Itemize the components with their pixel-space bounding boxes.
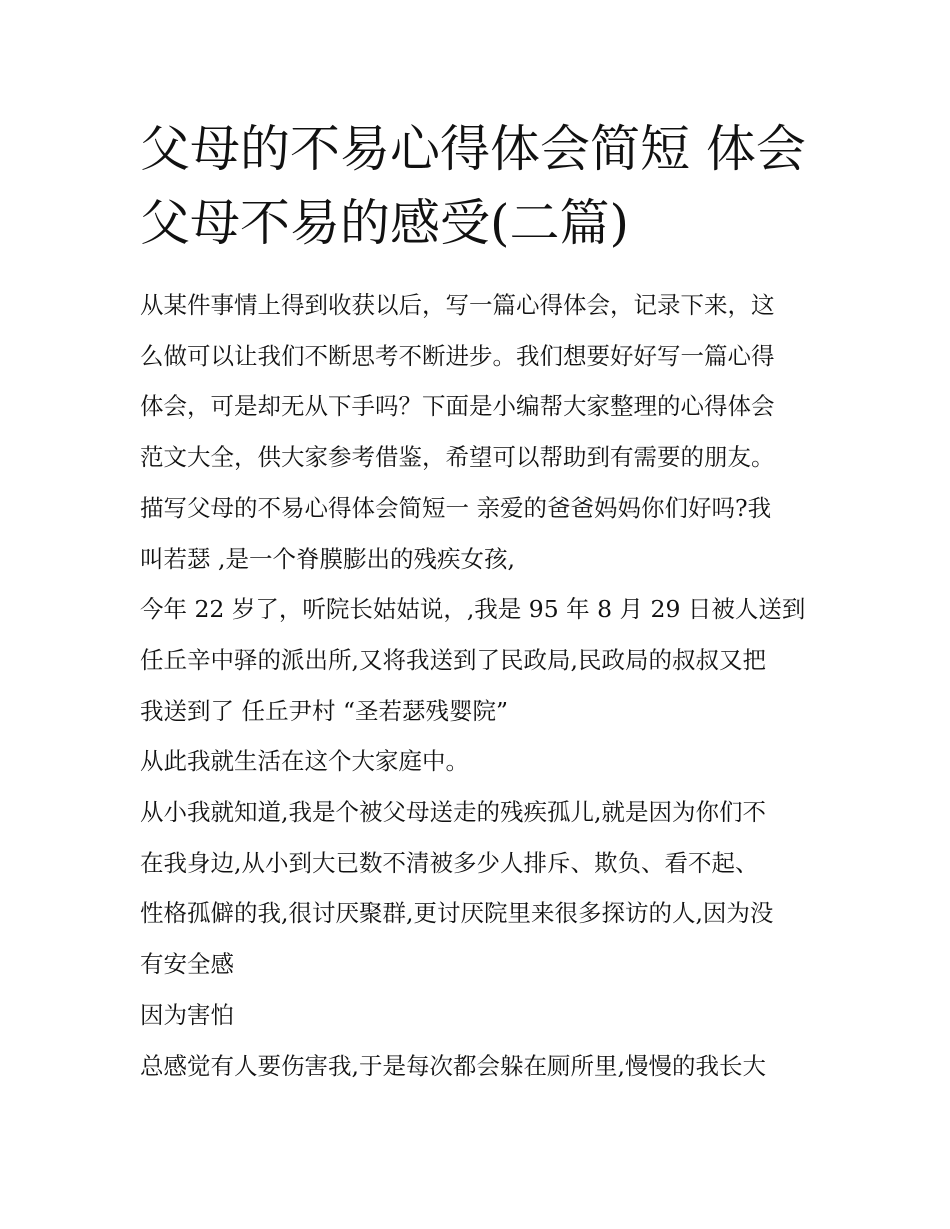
body-line-9: 我送到了 任丘尹村 “圣若瑟残婴院” [140, 696, 508, 725]
body-line-2: 么做可以让我们不断思考不断进步。我们想要好好写一篇心得 [140, 341, 775, 370]
body-line-7: 今年 22 岁了，听院长姑姑说，,我是 95 年 8 月 29 日被人送到 [140, 595, 806, 624]
body-line-14: 有安全感 [140, 950, 234, 979]
document-body [140, 280, 820, 1091]
title-line-2: 父母不易的感受(二篇) [140, 194, 630, 252]
body-line-15: 因为害怕 [140, 1000, 234, 1029]
body-line-4: 范文大全，供大家参考借鉴，希望可以帮助到有需要的朋友。 [140, 443, 775, 472]
body-line-12: 在我身边,从小到大已数不清被多少人排斥、欺负、看不起、 [140, 848, 759, 877]
body-line-6: 叫若瑟 ,是一个脊膜膨出的残疾女孩, [140, 544, 515, 573]
body-line-8: 任丘辛中驿的派出所,又将我送到了民政局,民政局的叔叔又把 [140, 645, 766, 674]
body-line-13: 性格孤僻的我,很讨厌聚群,更讨厌院里来很多探访的人,因为没 [140, 899, 774, 928]
body-line-10: 从此我就生活在这个大家庭中。 [140, 747, 469, 776]
body-line-1: 从某件事情上得到收获以后，写一篇心得体会，记录下来，这 [140, 291, 775, 319]
document-title [140, 112, 820, 260]
body-line-3: 体会，可是却无从下手吗？下面是小编帮大家整理的心得体会 [140, 392, 775, 421]
body-line-11: 从小我就知道,我是个被父母送走的残疾孤儿,就是因为你们不 [140, 798, 766, 827]
body-line-5: 描写父母的不易心得体会简短一 亲爱的爸爸妈妈你们好吗?我 [140, 493, 772, 522]
title-line-1: 父母的不易心得体会简短 体会 [140, 120, 806, 178]
body-line-16: 总感觉有人要伤害我,于是每次都会躲在厕所里,慢慢的我长大 [140, 1051, 766, 1080]
